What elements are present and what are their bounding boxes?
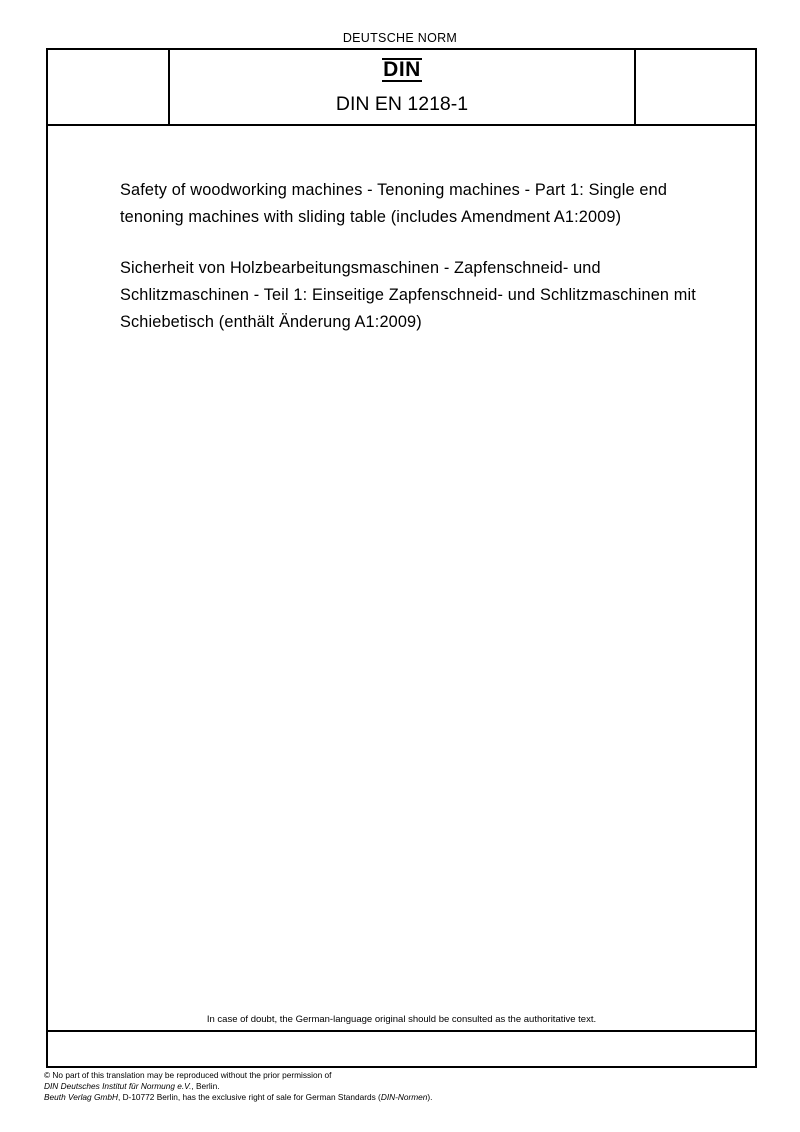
copyright-publisher: Beuth Verlag GmbH xyxy=(44,1092,118,1102)
doubt-note: In case of doubt, the German-language original should be consulted as the authoritative text. xyxy=(206,1014,597,1025)
copyright-line-1: © No part of this translation may be reproduced without the prior permission of xyxy=(44,1070,332,1080)
copyright-line-2 xyxy=(44,1081,432,1092)
copyright-line-2-suffix: , Berlin. xyxy=(191,1081,220,1091)
din-logo-text: DIN xyxy=(383,58,421,81)
header-divider-right xyxy=(634,50,636,124)
copyright-notice xyxy=(44,1070,432,1103)
copyright-din-org: DIN Deutsches Institut für Normung e.V. xyxy=(44,1081,192,1091)
document-number: DIN EN 1218-1 xyxy=(335,93,469,115)
title-english: Safety of woodworking machines - Tenoning machines - Part 1: Single end tenoning machines with sliding table (includes Amendment A1:2009) xyxy=(120,181,668,226)
footer-row xyxy=(48,1030,755,1066)
copyright-line-3 xyxy=(44,1092,432,1103)
copyright-line-3-middle: , D-10772 Berlin, has the exclusive right of sale for German Standards ( xyxy=(117,1092,381,1102)
copyright-din-normen: DIN-Normen xyxy=(380,1092,428,1102)
copyright-line-3-end: ). xyxy=(427,1092,433,1102)
din-logo xyxy=(170,58,634,82)
title-german: Sicherheit von Holzbearbeitungsmaschinen - Zapfenschneid- und Schlitzmaschinen - Teil 1: Einseitige Zapfenschneid- und Schlitzmaschinen mit Schiebetisch (enthält Änderung A1:2009) xyxy=(120,259,696,331)
title-area xyxy=(120,177,700,336)
header-row xyxy=(48,50,755,126)
document-frame xyxy=(46,48,757,1068)
top-label: DEUTSCHE NORM xyxy=(342,31,458,45)
